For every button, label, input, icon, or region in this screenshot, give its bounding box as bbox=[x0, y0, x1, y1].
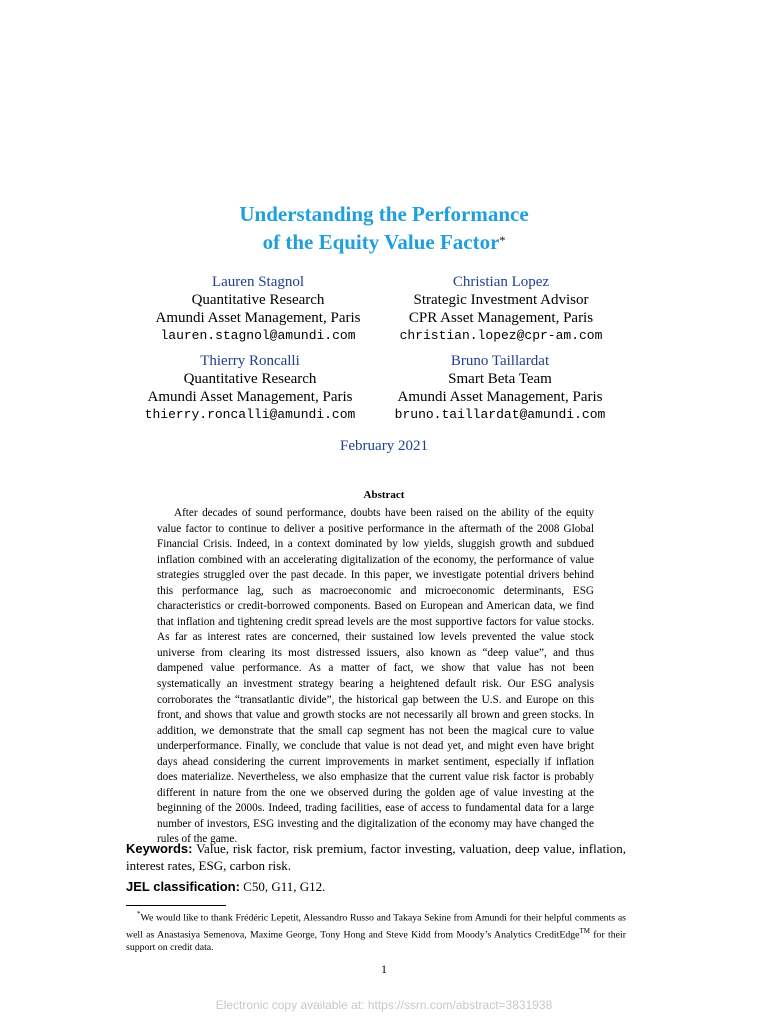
footnote-text-before: We would like to thank Frédéric Lepetit, Alessandro Russo and Takaya Sekine from Amundi for their helpful comments as well as Anastasiya Semenova, Maxime George, Tony Hong and Steve Kidd from Moody’s Analytics CreditEdge bbox=[126, 912, 626, 941]
author-affiliation: Amundi Asset Management, Paris bbox=[397, 389, 603, 405]
author-name: Bruno Taillardat bbox=[450, 353, 550, 369]
author-block-lopez bbox=[351, 273, 651, 345]
footnote-text-after: for their support on credit data. bbox=[126, 929, 626, 953]
jel-label: JEL classification: bbox=[126, 879, 240, 894]
author-email[interactable]: christian.lopez@cpr-am.com bbox=[399, 328, 603, 343]
footnote bbox=[126, 908, 626, 954]
jel-text: C50, G11, G12. bbox=[243, 879, 326, 894]
footnote-divider bbox=[126, 905, 226, 906]
author-name: Lauren Stagnol bbox=[211, 274, 305, 290]
trademark-mark: TM bbox=[579, 926, 590, 935]
author-affiliation: Amundi Asset Management, Paris bbox=[147, 389, 353, 405]
author-affiliation: CPR Asset Management, Paris bbox=[408, 310, 594, 326]
page-number: 1 bbox=[381, 962, 387, 976]
title-footnote-mark: * bbox=[499, 233, 506, 247]
author-email[interactable]: bruno.taillardat@amundi.com bbox=[394, 407, 606, 422]
keywords-label: Keywords: bbox=[126, 841, 193, 856]
author-email[interactable]: thierry.roncalli@amundi.com bbox=[144, 407, 356, 422]
ssrn-notice[interactable]: Electronic copy available at: https://ssrn.com/abstract=3831938 bbox=[215, 998, 553, 1012]
author-email[interactable]: lauren.stagnol@amundi.com bbox=[160, 328, 356, 343]
title-line-2-text: of the Equity Value Factor bbox=[262, 230, 500, 254]
keywords-section bbox=[126, 840, 626, 874]
jel-section bbox=[126, 879, 626, 895]
author-unit: Strategic Investment Advisor bbox=[413, 292, 589, 308]
abstract-heading: Abstract bbox=[363, 489, 405, 501]
author-name: Thierry Roncalli bbox=[200, 353, 300, 369]
keywords-text: Value, risk factor, risk premium, factor investing, valuation, deep value, inflation, interest rates, ESG, carbon risk. bbox=[126, 841, 626, 873]
title-line-1: Understanding the Performance bbox=[239, 202, 529, 226]
title-line-2 bbox=[0, 228, 768, 256]
author-affiliation: Amundi Asset Management, Paris bbox=[155, 310, 361, 326]
paper-date: February 2021 bbox=[340, 438, 428, 454]
author-block-taillardat bbox=[350, 352, 650, 424]
author-unit: Quantitative Research bbox=[191, 292, 325, 308]
footnote-mark: * bbox=[137, 910, 141, 918]
author-unit: Smart Beta Team bbox=[448, 371, 552, 387]
author-unit: Quantitative Research bbox=[183, 371, 317, 387]
paper-title bbox=[0, 200, 768, 256]
abstract-text: After decades of sound performance, doubts have been raised on the ability of the equity value factor to continue to deliver a positive performance in the aftermath of the 2008 Global Financial Crisis. Indeed, in a context dominated by low yields, sluggish growth and subdued inflation combined with an accelerating digitalization of the economy, the performance of value strategies struggled over the past decade. In this paper, we investigate potential drivers behind this performance lag, such as macroeconomic and microeconomic determinants, ESG characteristics or credit-borrowed components. Based on European and American data, we find that inflation and tightening credit spread levels are the most supportive factors for value stocks. As far as interest rates are concerned, their sustained low levels prevented the value stock universe from clearing its most distressed issuers, also known as “deep value”, and thus dampened value performance. As a matter of fact, we show that value has not been systematically an investment strategy bearing a heightened default risk. Our ESG analysis corroborates the “transatlantic divide”, the historical gap between the U.S. and Europe on this front, and shows that value and growth stocks are not necessarily all brown and green stocks. In addition, we demonstrate that the small cap segment has not been the magical cure to value underperformance. Finally, we conclude that value is not dead yet, and might even have bright days ahead considering the current improvements in market sentiment, especially if inflation does materialize. Nevertheless, we also emphasize that the current value risk factor is probably different in nature from the one we observed during the golden age of value investing at the beginning of the 2000s. Indeed, trading facilities, ease of access to fundamental data for a large number of investors, ESG investing and the digitalization of the economy may have changed the rules of the game. bbox=[157, 507, 594, 846]
author-name: Christian Lopez bbox=[452, 274, 550, 290]
